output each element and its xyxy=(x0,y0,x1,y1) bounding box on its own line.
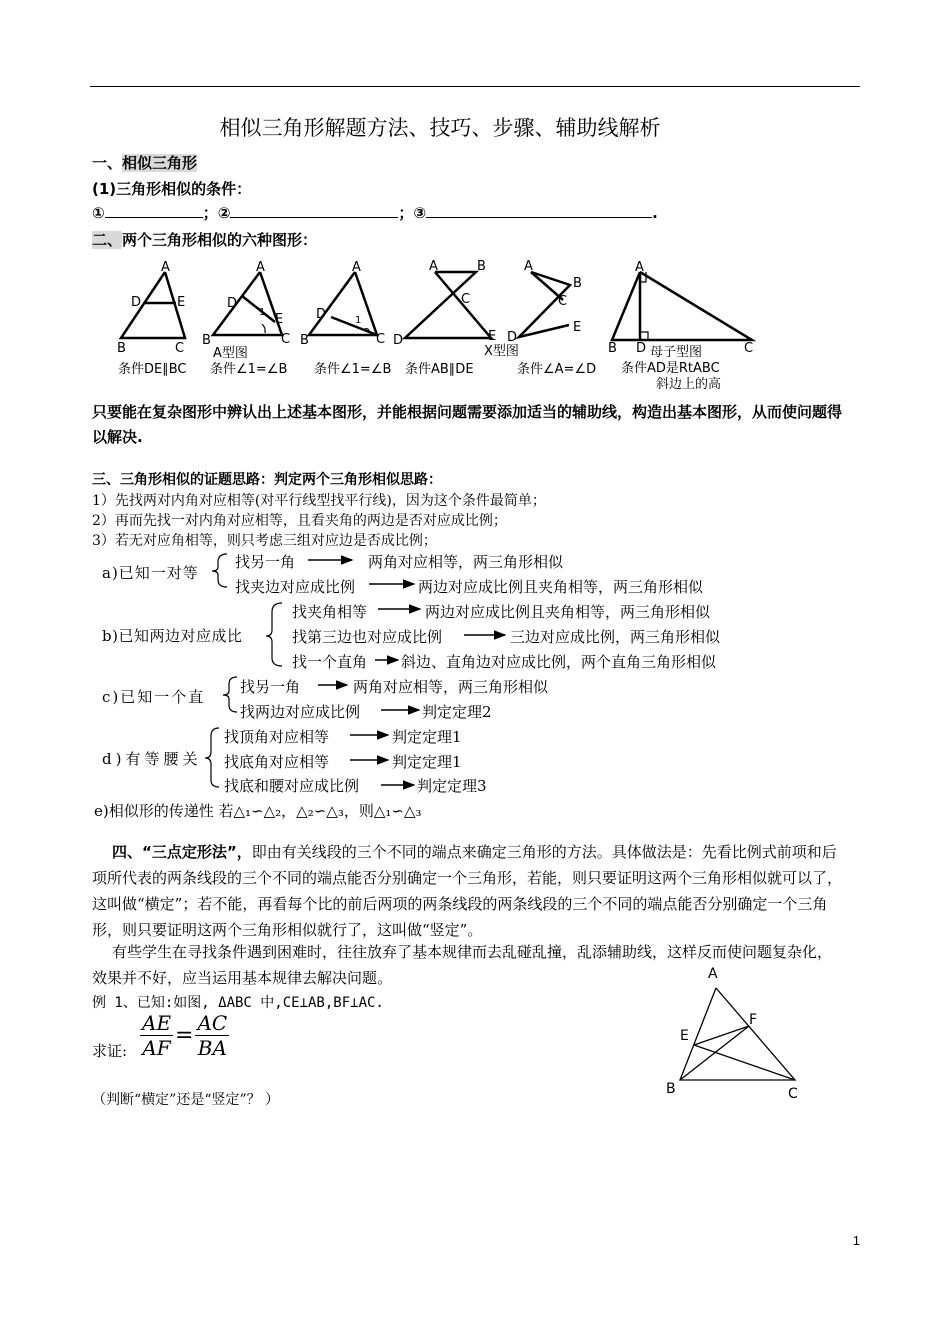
f2-A: A xyxy=(256,260,265,275)
f5-B: B xyxy=(573,276,582,291)
tree-a-label: a)已知一对等 xyxy=(102,564,199,582)
tree-a-r1l: 找另一角 xyxy=(235,553,296,571)
six-figures xyxy=(0,0,950,400)
page-number: 1 xyxy=(852,1233,860,1248)
tree-d-r2l: 找底角对应相等 xyxy=(224,753,330,771)
f2-D: D xyxy=(227,296,238,311)
f3-C: C xyxy=(376,332,386,347)
ex-E: E xyxy=(680,1028,689,1044)
cond-fig5: 条件∠A=∠D xyxy=(517,362,597,377)
tree-b-r3l: 找一个直角 xyxy=(292,653,368,671)
section2-label: 两个三角形相似的六种图形： xyxy=(122,231,318,249)
f5-E: E xyxy=(573,320,582,335)
f5-C: C xyxy=(558,294,568,309)
den-left: AF xyxy=(142,1036,171,1060)
ex-F: F xyxy=(749,1012,758,1028)
brace-c xyxy=(223,677,237,712)
tree-a-r2l: 找夹边对应成比例 xyxy=(235,578,356,596)
fraction-right xyxy=(195,1011,229,1060)
f1-B: B xyxy=(117,341,126,356)
tree-a-r1r: 两角对应相等，两三角形相似 xyxy=(368,553,564,571)
den-right: BA xyxy=(197,1036,227,1060)
section3-line1: 1）先找两对内角对应相等(对平行线型找平行线)，因为这个条件最简单； xyxy=(92,493,546,509)
highlight-paragraph: 只要能在复杂图形中辨认出上述基本图形，并能根据问题需要添加适当的辅助线，构造出基本图形，从而使问题得以解决. xyxy=(92,403,843,446)
section4-text: 即由有关线段的三个不同的端点来确定三角形的方法。具体做法是：先看比例式前项和后项所代表的两条线段的三个不同的端点能否分别确定一个三角形，若能，则只要证明这两个三角形相似就可以了，这叫做“横定”；若不能，再看每个比的前后两项的两条线段的两条线段的三个不同的端点能否分别确定一个三角形，则只要证明这两个三角形相似就行了，这叫做“竖定”。 xyxy=(92,843,843,939)
f4-C: C xyxy=(461,292,471,307)
tree-d-r1r: 判定定理1 xyxy=(392,728,462,746)
f4-A: A xyxy=(429,259,438,274)
tree-b-r2r: 三边对应成比例，两三角形相似 xyxy=(510,628,721,646)
f1-D: D xyxy=(131,295,142,310)
f4-B: B xyxy=(477,259,486,274)
tree-d-r3l: 找底和腰对应成比例 xyxy=(224,777,360,795)
tree-c-label: c)已知一个直 xyxy=(102,688,206,706)
fig4-x xyxy=(405,272,491,338)
section4-paragraph2: 有些学生在寻找条件遇到困难时，往往放弃了基本规律而去乱碰乱撞，乱添辅助线，这样反而使问题复杂化，效果并不好，应当运用基本规律去解决问题。 xyxy=(92,943,833,987)
section3-heading: 三、三角形相似的证题思路：判定两个三角形相似思路： xyxy=(92,472,442,488)
tree-d-label: d)有等腰关 xyxy=(102,750,202,768)
tree-b-r2l: 找第三边也对应成比例 xyxy=(292,628,443,646)
tree-b-r3r: 斜边、直角边对应成比例，两个直角三角形相似 xyxy=(401,653,717,671)
f4-E: E xyxy=(488,329,497,344)
f6-C: C xyxy=(744,341,754,356)
tree-c-r1l: 找另一角 xyxy=(240,678,301,696)
fig6-triangle xyxy=(612,272,752,340)
tree-d-r3r: 判定定理3 xyxy=(417,777,487,795)
section3-line3: 3）若无对应角相等，则只考虑三组对应边是否成比例； xyxy=(92,533,437,549)
f3-angle: 1 xyxy=(355,315,362,326)
ex-A: A xyxy=(708,966,718,982)
section1-label: 相似三角形 xyxy=(122,154,198,172)
fig3-triangle xyxy=(309,272,377,335)
f1-E: E xyxy=(177,295,186,310)
fig2-triangle xyxy=(213,272,282,335)
tree-b-label: b)已知两边对应成比 xyxy=(102,627,243,645)
f2-B: B xyxy=(202,333,211,348)
f2-angle: 1 xyxy=(259,307,266,318)
cond-fig2: 条件∠1=∠B xyxy=(210,362,288,377)
ex-ef xyxy=(694,1026,749,1045)
cond-fig3: 条件∠1=∠B xyxy=(314,362,392,377)
equals-sign: = xyxy=(175,1023,194,1048)
tree-d-r1l: 找顶角对应相等 xyxy=(224,728,330,746)
proportion-formula xyxy=(140,1011,229,1060)
cond-fig6b: 斜边上的高 xyxy=(656,377,722,392)
type-a-label: A型图 xyxy=(213,346,248,361)
cond-fig4: 条件AB∥DE xyxy=(405,362,474,377)
tree-b-r1r: 两边对应成比例且夹角相等，两三角形相似 xyxy=(425,603,711,621)
prove-label: 求证: xyxy=(92,1042,128,1060)
tree-c-r2r: 判定定理2 xyxy=(422,703,492,721)
ex-C: C xyxy=(788,1086,798,1102)
f6-D: D xyxy=(636,341,647,356)
question-text: （判断“横定”还是“竖定”？ ） xyxy=(92,1092,280,1108)
f3-A: A xyxy=(352,260,361,275)
cond-fig1: 条件DE∥BC xyxy=(118,362,187,377)
section1-num: 一、 xyxy=(92,154,123,172)
cond-fig6a: 条件AD是RtABC xyxy=(621,361,720,376)
section2-num: 二、 xyxy=(92,231,123,249)
brace-b xyxy=(266,603,282,666)
tree-e: e)相似形的传递性 若△₁∽△₂，△₂∽△₃，则△₁∽△₃ xyxy=(94,802,422,820)
f5-A: A xyxy=(524,259,533,274)
f3-D: D xyxy=(316,307,327,322)
tree-d-r2r: 判定定理1 xyxy=(392,753,462,771)
cond-mark-2: ；② xyxy=(202,204,231,222)
cond-mark-3: ；③ xyxy=(398,204,427,222)
tree-c-r1r: 两角对应相等，两三角形相似 xyxy=(353,678,549,696)
num-left: AE xyxy=(142,1011,172,1035)
f6-A: A xyxy=(635,260,644,275)
type-mz-label: 母子型图 xyxy=(650,345,703,360)
f2-E: E xyxy=(275,312,284,327)
f5-D: D xyxy=(507,330,518,345)
tree-c-r2l: 找两边对应成比例 xyxy=(240,703,361,721)
fraction-left xyxy=(140,1011,173,1060)
section4-lead: 四、“三点定形法”， xyxy=(112,843,252,861)
brace-a xyxy=(212,554,227,587)
tree-a-r2r: 两边对应成比例且夹角相等，两三角形相似 xyxy=(418,578,704,596)
example-text: 例 1、已知:如图, ΔABC 中,CE⊥AB,BF⊥AC. xyxy=(92,995,384,1011)
f1-C: C xyxy=(175,341,185,356)
num-right: AC xyxy=(197,1011,228,1035)
f3-B: B xyxy=(300,333,309,348)
section3-line2: 2）再而先找一对内角对应相等，且看夹角的两边是否对应成比例； xyxy=(92,513,507,529)
tree-b-r1l: 找夹角相等 xyxy=(292,603,368,621)
example-figure xyxy=(660,960,820,1110)
section4-paragraph xyxy=(92,839,842,943)
cond-end: . xyxy=(652,204,658,222)
fig2-angle-arc xyxy=(262,324,265,333)
ex-B: B xyxy=(666,1081,676,1097)
cond-mark-1: ① xyxy=(92,204,105,222)
type-x-label: X型图 xyxy=(484,344,519,359)
f6-B: B xyxy=(608,341,617,356)
f4-D: D xyxy=(393,333,404,348)
page-title: 相似三角形解题方法、技巧、步骤、辅助线解析 xyxy=(219,116,661,140)
f2-C: C xyxy=(281,332,291,347)
f1-A: A xyxy=(161,260,170,275)
conditions-label: (1)三角形相似的条件： xyxy=(92,180,252,198)
brace-d xyxy=(205,728,219,787)
